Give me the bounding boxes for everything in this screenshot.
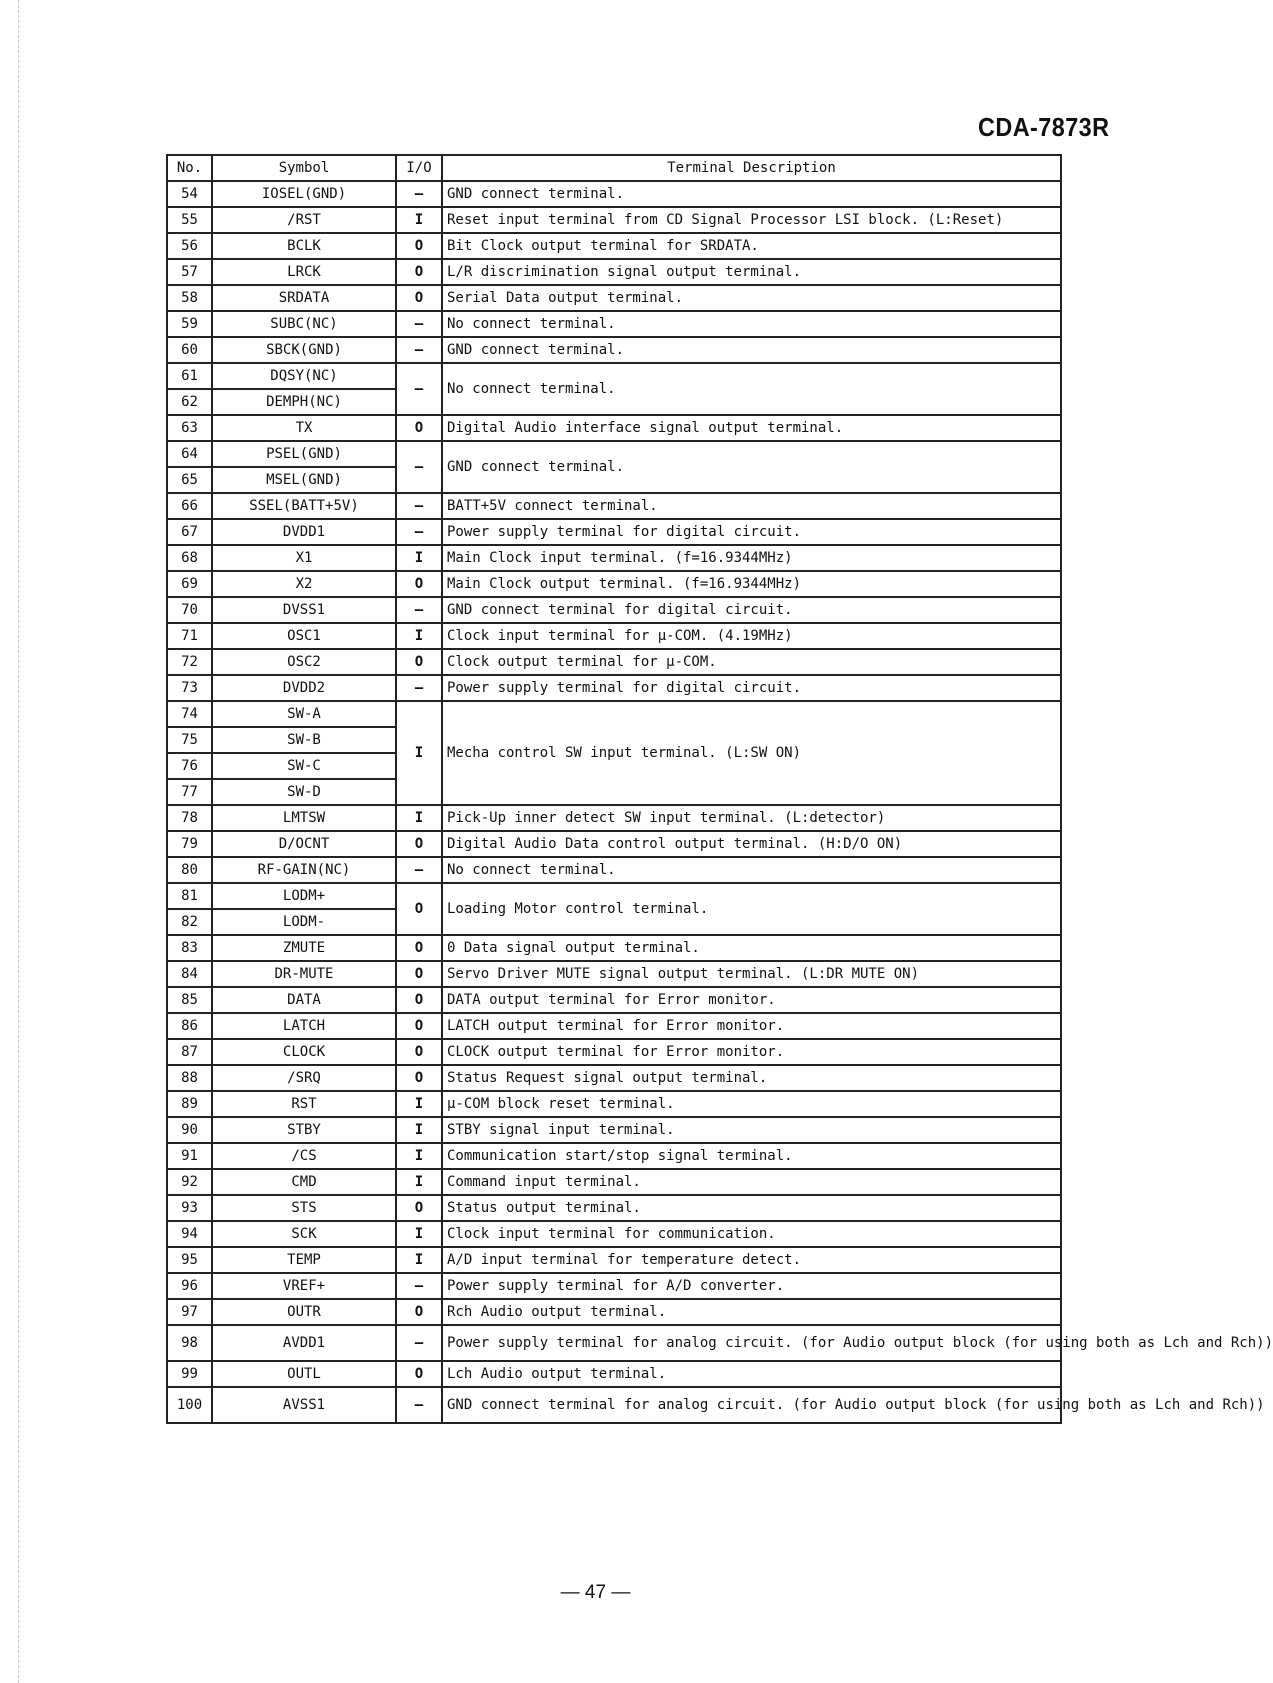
pin-description: Servo Driver MUTE signal output terminal. (L:DR MUTE ON) [442,961,1061,987]
table-row [167,1143,1061,1169]
pin-symbol: /RST [212,207,396,233]
pin-number: 89 [167,1091,212,1117]
table-row [167,259,1061,285]
pin-io: O [396,1039,442,1065]
pin-symbol: SW-C [212,753,396,779]
pin-io: – [396,493,442,519]
pin-symbol: SSEL(BATT+5V) [212,493,396,519]
scan-edge-line [18,0,20,1683]
table-row [167,207,1061,233]
pin-io: I [396,623,442,649]
pin-io: O [396,935,442,961]
pin-description: Reset input terminal from CD Signal Processor LSI block. (L:Reset) [442,207,1061,233]
table-row [167,1065,1061,1091]
pin-io: I [396,545,442,571]
pin-io: – [396,337,442,363]
pin-number: 82 [167,909,212,935]
table-row [167,571,1061,597]
pin-description: Status Request signal output terminal. [442,1065,1061,1091]
table-row [167,623,1061,649]
table-row [167,1221,1061,1247]
pin-number: 69 [167,571,212,597]
pin-symbol: OSC1 [212,623,396,649]
pin-symbol: RF-GAIN(NC) [212,857,396,883]
pin-number: 74 [167,701,212,727]
pin-symbol: LRCK [212,259,396,285]
pin-io: O [396,1361,442,1387]
pin-description: BATT+5V connect terminal. [442,493,1061,519]
pin-symbol: LATCH [212,1013,396,1039]
pin-description: Mecha control SW input terminal. (L:SW ON) [442,701,1061,805]
pin-number: 84 [167,961,212,987]
pin-number: 61 [167,363,212,389]
pin-description: Loading Motor control terminal. [442,883,1061,935]
pin-symbol: DVDD1 [212,519,396,545]
pin-number: 80 [167,857,212,883]
header-symbol: Symbol [212,155,396,181]
table-row [167,493,1061,519]
pin-io: – [396,1273,442,1299]
table-row [167,1195,1061,1221]
pin-symbol: LMTSW [212,805,396,831]
pin-description: CLOCK output terminal for Error monitor. [442,1039,1061,1065]
pin-number: 56 [167,233,212,259]
pin-io: I [396,1247,442,1273]
pin-io: I [396,1169,442,1195]
pin-io: – [396,441,442,493]
pin-number: 67 [167,519,212,545]
pin-number: 63 [167,415,212,441]
pin-symbol: DATA [212,987,396,1013]
pin-number: 93 [167,1195,212,1221]
pin-description: Power supply terminal for analog circuit. (for Audio output block (for using both as Lch and Rch)) [442,1325,1061,1361]
pin-io: O [396,831,442,857]
pin-symbol: SBCK(GND) [212,337,396,363]
pin-number: 66 [167,493,212,519]
pin-io: O [396,1065,442,1091]
pin-number: 62 [167,389,212,415]
table-row [167,1039,1061,1065]
pin-number: 97 [167,1299,212,1325]
pin-number: 70 [167,597,212,623]
pin-number: 87 [167,1039,212,1065]
pin-io: O [396,1299,442,1325]
table-row [167,1169,1061,1195]
pin-symbol: /SRQ [212,1065,396,1091]
pin-number: 59 [167,311,212,337]
table-row [167,1273,1061,1299]
table-row [167,441,1061,467]
table-row [167,935,1061,961]
pin-number: 99 [167,1361,212,1387]
pin-symbol: SW-A [212,701,396,727]
pin-io: O [396,883,442,935]
pin-number: 60 [167,337,212,363]
pin-description: LATCH output terminal for Error monitor. [442,1013,1061,1039]
pin-symbol: RST [212,1091,396,1117]
pin-number: 98 [167,1325,212,1361]
pin-io: O [396,233,442,259]
table-row [167,649,1061,675]
pin-symbol: DVDD2 [212,675,396,701]
pin-description: DATA output terminal for Error monitor. [442,987,1061,1013]
table-row [167,363,1061,389]
pin-io: – [396,363,442,415]
pin-io: O [396,1013,442,1039]
pin-io: I [396,1143,442,1169]
pin-io: – [396,857,442,883]
pin-description: STBY signal input terminal. [442,1117,1061,1143]
table-row [167,233,1061,259]
pin-number: 71 [167,623,212,649]
pin-io: O [396,285,442,311]
pin-symbol: STBY [212,1117,396,1143]
pin-description: Clock input terminal for μ-COM. (4.19MHz) [442,623,1061,649]
pin-description: No connect terminal. [442,311,1061,337]
pin-description: Digital Audio interface signal output terminal. [442,415,1061,441]
table-row [167,337,1061,363]
pin-symbol: BCLK [212,233,396,259]
table-row [167,675,1061,701]
pin-description: Main Clock output terminal. (f=16.9344MHz) [442,571,1061,597]
pin-number: 76 [167,753,212,779]
table-row [167,1247,1061,1273]
pin-symbol: SRDATA [212,285,396,311]
pin-number: 83 [167,935,212,961]
pin-number: 86 [167,1013,212,1039]
pin-io: O [396,415,442,441]
table-row [167,181,1061,207]
pin-description: 0 Data signal output terminal. [442,935,1061,961]
pin-number: 55 [167,207,212,233]
pin-number: 64 [167,441,212,467]
pin-description: L/R discrimination signal output terminal. [442,259,1061,285]
pin-number: 77 [167,779,212,805]
table-row [167,1361,1061,1387]
table-row [167,961,1061,987]
pin-description: No connect terminal. [442,363,1061,415]
pin-number: 72 [167,649,212,675]
pin-description-table [166,154,1273,1424]
pin-symbol: VREF+ [212,1273,396,1299]
table-row [167,519,1061,545]
pin-number: 75 [167,727,212,753]
table-row [167,597,1061,623]
pin-symbol: CLOCK [212,1039,396,1065]
pin-io: O [396,571,442,597]
pin-number: 85 [167,987,212,1013]
table-row [167,1299,1061,1325]
pin-symbol: SUBC(NC) [212,311,396,337]
pin-symbol: IOSEL(GND) [212,181,396,207]
pin-symbol: DR-MUTE [212,961,396,987]
pin-number: 68 [167,545,212,571]
table-row [167,1387,1061,1423]
pin-description: GND connect terminal for analog circuit. (for Audio output block (for using both as Lch and Rch)) [442,1387,1061,1423]
table-row [167,883,1061,909]
pin-number: 81 [167,883,212,909]
pin-description: Bit Clock output terminal for SRDATA. [442,233,1061,259]
pin-io: – [396,1387,442,1423]
table-row [167,701,1061,727]
model-number: CDA-7873R [978,112,1110,142]
pin-io: I [396,1221,442,1247]
pin-number: 79 [167,831,212,857]
pin-description: GND connect terminal for digital circuit. [442,597,1061,623]
pin-symbol: DEMPH(NC) [212,389,396,415]
table-header-row [167,155,1061,181]
pin-description: Digital Audio Data control output terminal. (H:D/O ON) [442,831,1061,857]
pin-symbol: SW-B [212,727,396,753]
table-row [167,415,1061,441]
table-row [167,545,1061,571]
pin-description: GND connect terminal. [442,181,1061,207]
pin-io: – [396,181,442,207]
pin-io: – [396,1325,442,1361]
pin-symbol: DVSS1 [212,597,396,623]
header-io: I/O [396,155,442,181]
table-row [167,311,1061,337]
pin-io: I [396,1117,442,1143]
pin-number: 92 [167,1169,212,1195]
pin-symbol: TEMP [212,1247,396,1273]
pin-symbol: /CS [212,1143,396,1169]
pin-symbol: SCK [212,1221,396,1247]
pin-io: O [396,259,442,285]
pin-symbol: SW-D [212,779,396,805]
pin-io: – [396,675,442,701]
pin-symbol: PSEL(GND) [212,441,396,467]
pin-symbol: OSC2 [212,649,396,675]
pin-description: Clock input terminal for communication. [442,1221,1061,1247]
pin-description: μ-COM block reset terminal. [442,1091,1061,1117]
pin-description: GND connect terminal. [442,441,1061,493]
pin-description: Main Clock input terminal. (f=16.9344MHz) [442,545,1061,571]
pin-io: O [396,649,442,675]
pin-description: Status output terminal. [442,1195,1061,1221]
pin-description: Lch Audio output terminal. [442,1361,1061,1387]
pin-description: GND connect terminal. [442,337,1061,363]
pin-io: I [396,1091,442,1117]
pin-io: – [396,311,442,337]
pin-io: O [396,1195,442,1221]
pin-number: 91 [167,1143,212,1169]
header-description: Terminal Description [442,155,1061,181]
pin-number: 90 [167,1117,212,1143]
pin-description: Command input terminal. [442,1169,1061,1195]
pin-description: Power supply terminal for digital circuit. [442,519,1061,545]
pin-description: Clock output terminal for μ-COM. [442,649,1061,675]
pin-number: 65 [167,467,212,493]
page-number: — 47 — [560,1582,631,1603]
pin-symbol: ZMUTE [212,935,396,961]
pin-number: 95 [167,1247,212,1273]
table-row [167,1117,1061,1143]
header-no: No. [167,155,212,181]
pin-symbol: OUTL [212,1361,396,1387]
table-row [167,1091,1061,1117]
pin-description: No connect terminal. [442,857,1061,883]
pin-symbol: D/OCNT [212,831,396,857]
pin-number: 54 [167,181,212,207]
table-row [167,987,1061,1013]
pin-symbol: AVDD1 [212,1325,396,1361]
table-row [167,857,1061,883]
table-row [167,805,1061,831]
pin-symbol: LODM+ [212,883,396,909]
pin-description: Serial Data output terminal. [442,285,1061,311]
pin-number: 58 [167,285,212,311]
pin-number: 57 [167,259,212,285]
pin-description: Rch Audio output terminal. [442,1299,1061,1325]
pin-io: – [396,519,442,545]
pin-io: I [396,701,442,805]
pin-description: Power supply terminal for digital circuit. [442,675,1061,701]
pin-description: Communication start/stop signal terminal. [442,1143,1061,1169]
pin-number: 78 [167,805,212,831]
pin-description: Pick-Up inner detect SW input terminal. (L:detector) [442,805,1061,831]
pin-symbol: DQSY(NC) [212,363,396,389]
pin-number: 94 [167,1221,212,1247]
pin-symbol: X1 [212,545,396,571]
pin-description: A/D input terminal for temperature detect. [442,1247,1061,1273]
pin-io: I [396,207,442,233]
pin-io: I [396,805,442,831]
pin-symbol: STS [212,1195,396,1221]
pin-number: 88 [167,1065,212,1091]
table-row [167,285,1061,311]
pin-symbol: MSEL(GND) [212,467,396,493]
pin-symbol: AVSS1 [212,1387,396,1423]
pin-symbol: CMD [212,1169,396,1195]
pin-symbol: X2 [212,571,396,597]
pin-number: 73 [167,675,212,701]
pin-io: O [396,987,442,1013]
pin-io: O [396,961,442,987]
pin-io: – [396,597,442,623]
pin-symbol: TX [212,415,396,441]
pin-number: 96 [167,1273,212,1299]
table-row [167,1325,1061,1361]
table-row [167,831,1061,857]
pin-symbol: OUTR [212,1299,396,1325]
pin-description: Power supply terminal for A/D converter. [442,1273,1061,1299]
table-row [167,1013,1061,1039]
pin-number: 100 [167,1387,212,1423]
pin-symbol: LODM- [212,909,396,935]
